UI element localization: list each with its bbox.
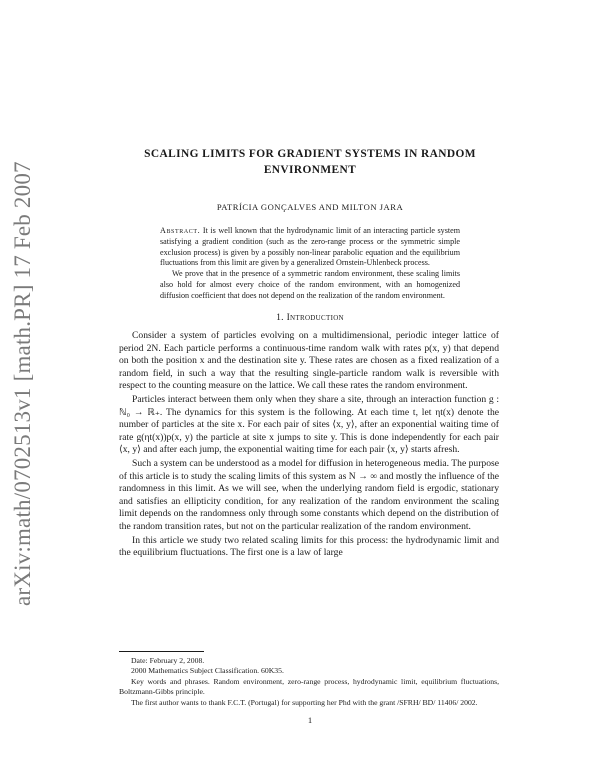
abstract-paragraph-1 bbox=[160, 226, 460, 269]
footnote-msc: 2000 Mathematics Subject Classification. 60K35. bbox=[131, 666, 284, 676]
body-text bbox=[119, 330, 499, 560]
section-number: 1. bbox=[276, 312, 284, 323]
abstract-text-1: It is well known that the hydrodynamic limit of an interacting particle system satisfying a gradient condition (such as the zero-range process or the symmetric simple exclusion process) is given by a possibly non-linear parabolic equation and the equilibrium fluctuations from this limit are given by a generalized Ornstein-Uhlenbeck process. bbox=[160, 226, 460, 268]
paper-title: SCALING LIMITS FOR GRADIENT SYSTEMS IN RANDOM ENVIRONMENT bbox=[144, 148, 476, 176]
page-number: 1 bbox=[307, 715, 313, 725]
section-heading bbox=[120, 312, 500, 323]
abstract bbox=[160, 226, 460, 302]
footnote-thanks: The first author wants to thank F.C.T. (Portugal) for supporting her Phd with the grant /SFRH/ BD/ 11406/ 2002. bbox=[131, 697, 478, 707]
body-paragraph-2: Particles interact between them only when they share a site, through an interaction function g : ℕ₀ → ℝ₊. The dynamics for this system is the following. At each time t, let ηt(x) denote the number of particles at the site x. For each pair of sites ⟨x, y⟩, after an exponential waiting time of rate g(ηt(x))p(x, y) the particle at site x jumps to site y. This is done independently for each pair ⟨x, y⟩ and after each jump, the exponential waiting time for each pair ⟨x, y⟩ starts afresh. bbox=[119, 393, 499, 456]
arxiv-side-stamp: arXiv:math/0702513v1 [math.PR] 17 Feb 2007 bbox=[10, 161, 35, 606]
abstract-heading: Abstract. bbox=[160, 226, 201, 235]
body-paragraph-3: Such a system can be understood as a model for diffusion in heterogeneous media. The purpose of this article is to study the scaling limits of this system as N → ∞ and mostly the influence of the randomness in this limit. As we will see, when the underlying random field is ergodic, stationary and satisfies an ellipticity condition, for any realization of the random environment the scaling limit depends on the randomness only through some constants which depend on the distribution of the random transition rates, but not on the particular realization of the random environment. bbox=[119, 457, 499, 532]
footnotes bbox=[119, 656, 499, 708]
body-paragraph-1: Consider a system of particles evolving on a multidimensional, periodic integer lattice of period 2N. Each particle performs a continuous-time random walk with rates p(x, y) that depend on both the position x and the destination site y. These rates are chosen as a fixed realization of a random field, in such a way that the resulting single-particle random walk is reversible with respect to the counting measure on the lattice. We call these rates the random environment. bbox=[119, 330, 499, 392]
footnote-rule bbox=[119, 651, 204, 652]
abstract-paragraph-2: We prove that in the presence of a symmetric random environment, these scaling limits also hold for almost every choice of the random environment, with an homogenized diffusion coefficient that does not depend on the realization of the random environment. bbox=[160, 269, 460, 300]
body-paragraph-4: In this article we study two related scaling limits for this process: the hydrodynamic limit and the equilibrium fluctuations. The first one is a law of large bbox=[119, 534, 499, 559]
footnote-keywords: Key words and phrases. Random environment, zero-range process, hydrodynamic limit, equilibrium fluctuations, Boltzmann-Gibbs principle. bbox=[119, 676, 499, 697]
section-title: Introduction bbox=[286, 312, 344, 323]
footnote-date: Date: February 2, 2008. bbox=[131, 656, 205, 665]
paper-authors: PATRÍCIA GONÇALVES AND MILTON JARA bbox=[216, 202, 404, 212]
